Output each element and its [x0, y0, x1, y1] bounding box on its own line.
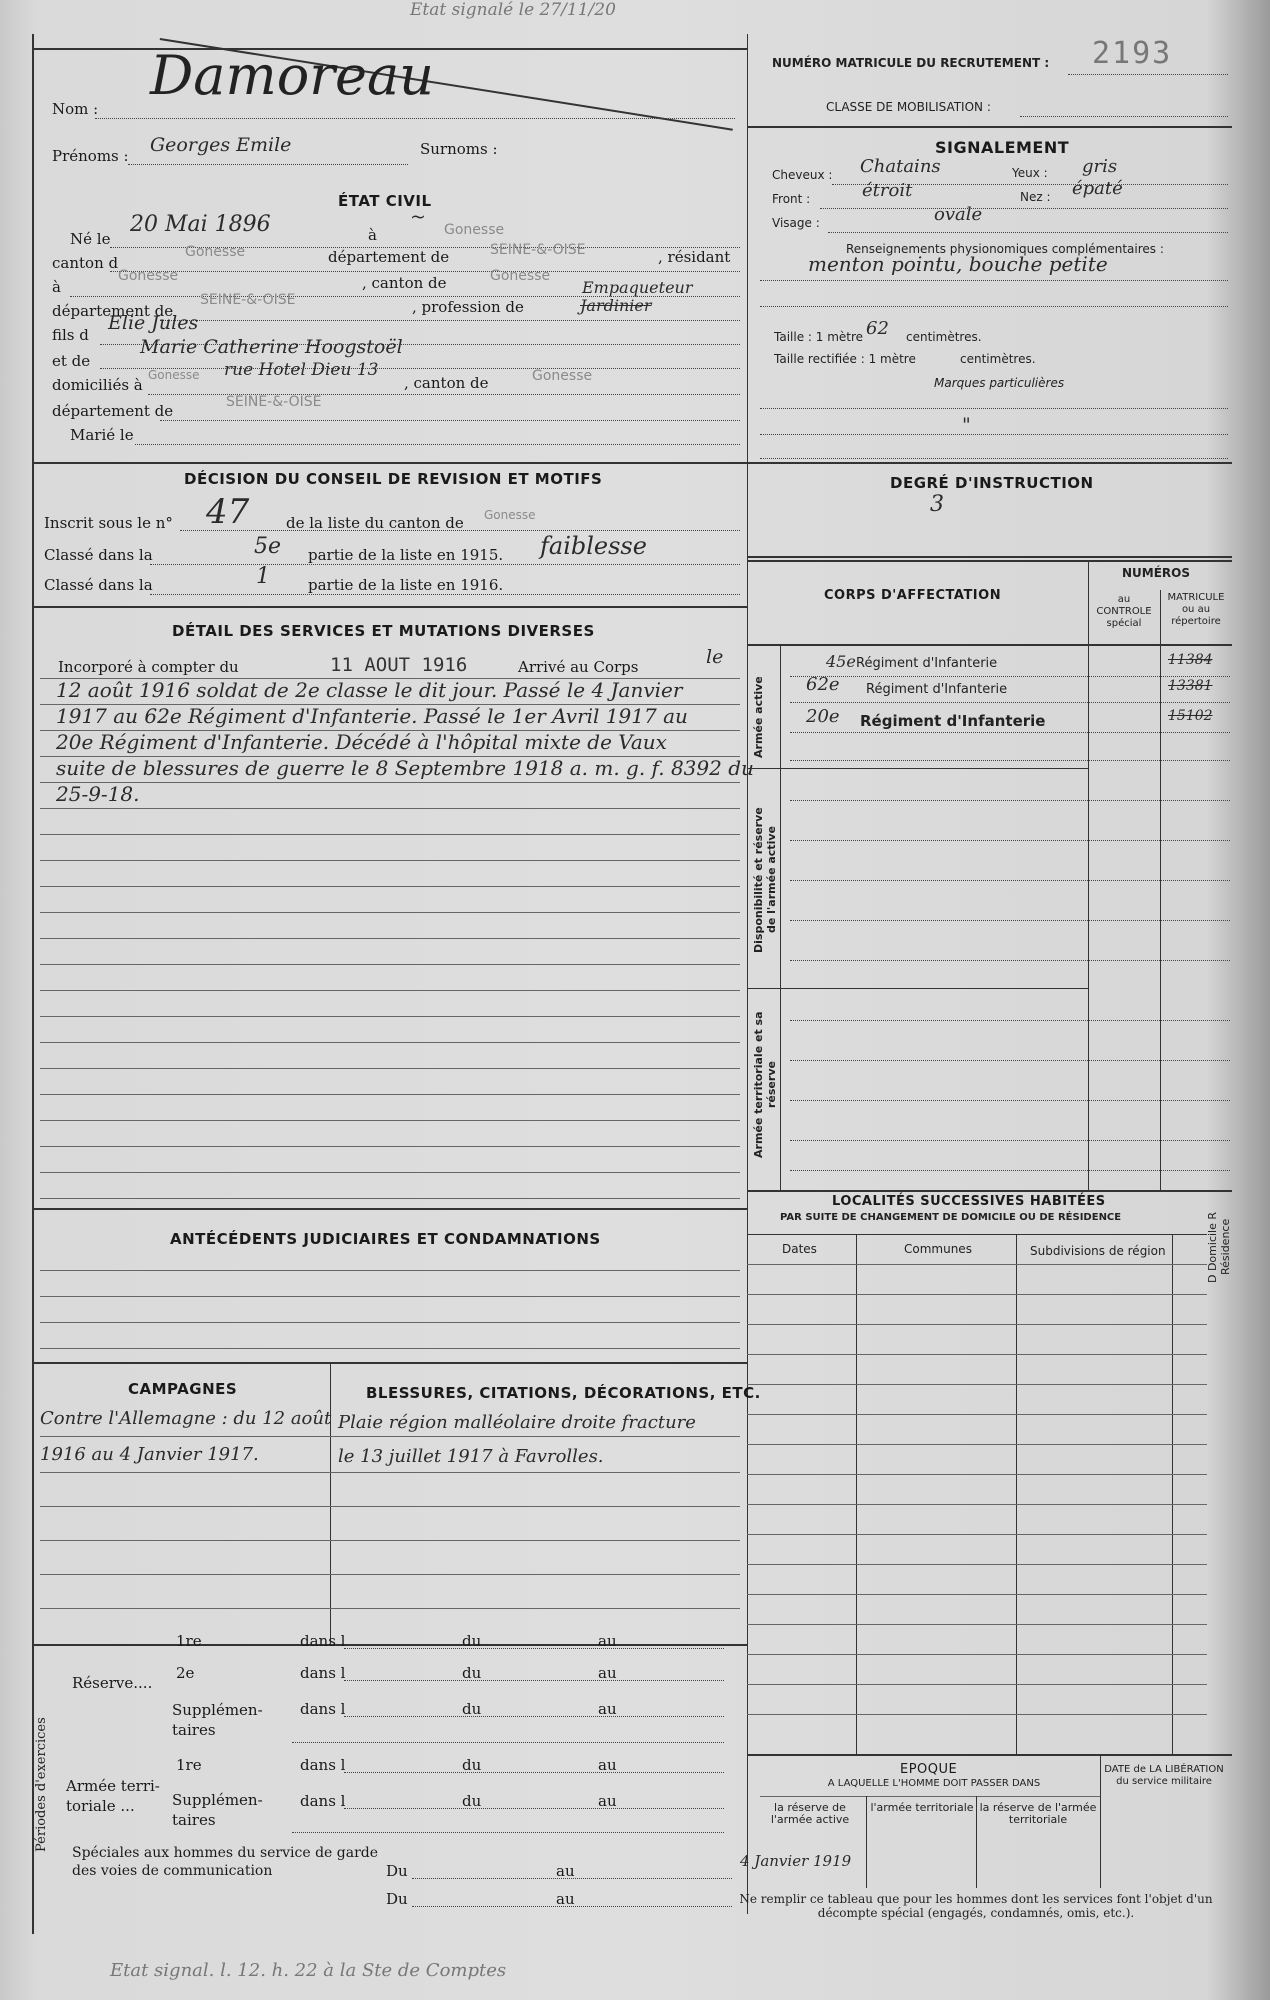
sp2-du: Du: [386, 1890, 408, 1908]
t1-au: au: [598, 1756, 617, 1774]
footnote: Ne remplir ce tableau que pour les hommes dont les services font l'objet d'un décompte spécial (engagés, condamnés, omis, etc.).: [739, 1892, 1213, 1920]
affect-row-2-matricule: 13381: [1168, 678, 1213, 694]
affect-line-2: [790, 702, 1230, 703]
services-rule-6: [40, 808, 740, 809]
localites-bottom: [747, 1754, 1232, 1756]
localites-div-2: [1016, 1234, 1017, 1754]
services-title: DÉTAIL DES SERVICES ET MUTATIONS DIVERSES: [172, 622, 595, 640]
profession-value: Empaqueteur: [582, 278, 693, 297]
localites-header-rule: [747, 1234, 1207, 1235]
services-rule-19: [40, 1146, 740, 1147]
affect-line-3: [790, 732, 1230, 733]
epoque-col2: l'armée territoriale: [870, 1801, 974, 1814]
loc-rule-2: [747, 1294, 1207, 1295]
jud-rule-3: [40, 1322, 740, 1323]
ne-le-label: Né le: [70, 230, 111, 248]
affect-line-13: [790, 1140, 1230, 1141]
fils-label: fils d: [52, 326, 89, 344]
resid-departement-stamp: SEINE-&-OISE: [200, 292, 296, 308]
a-label: à: [368, 226, 377, 244]
services-rule-12: [40, 964, 740, 965]
ts-line-2: [292, 1832, 724, 1833]
inscrit-line: [180, 530, 740, 531]
services-rule-16: [40, 1068, 740, 1069]
jud-rule-2: [40, 1296, 740, 1297]
sp1-line: [412, 1878, 732, 1879]
territoriale-t1: 1re: [176, 1756, 202, 1774]
prenoms-label: Prénoms :: [52, 147, 129, 165]
affect-row-3-print: Régiment d'Infanterie: [860, 712, 1046, 730]
affect-line-7: [790, 880, 1230, 881]
classe1-motif: faiblesse: [540, 532, 647, 560]
r2-dans: dans l: [300, 1664, 346, 1682]
affect-line-14: [790, 1170, 1230, 1171]
loc-rule-15: [747, 1684, 1207, 1685]
domicilies-label: domiciliés à: [52, 376, 143, 394]
canton-stamp: Gonesse: [185, 244, 246, 260]
localites-title: LOCALITÉS SUCCESSIVES HABITÉES: [832, 1194, 1106, 1209]
affect-line-9: [790, 960, 1230, 961]
blessures-title: BLESSURES, CITATIONS, DÉCORATIONS, ETC.: [366, 1384, 761, 1402]
loc-rule-3: [747, 1324, 1207, 1325]
ts-du: du: [462, 1792, 482, 1810]
taille-unit: centimètres.: [906, 330, 982, 344]
services-line6: 25-9-18.: [56, 782, 140, 806]
resid-a-stamp: Gonesse: [118, 268, 179, 284]
canton-label: canton d: [52, 254, 119, 272]
signalement-title: SIGNALEMENT: [935, 138, 1070, 157]
classe2-label: Classé dans la: [44, 576, 153, 594]
mere-value: Marie Catherine Hoogstoël: [140, 336, 403, 358]
localites-subtitle: PAR SUITE DE CHANGEMENT DE DOMICILE OU DE RÉSIDENCE: [780, 1212, 1122, 1223]
corps-header: CORPS D'AFFECTATION: [824, 588, 1002, 603]
classe2-value: 1: [256, 564, 270, 589]
instruction-value: 3: [930, 492, 944, 517]
services-rule-15: [40, 1042, 740, 1043]
marie-line: [135, 444, 740, 445]
campagnes-rule: [32, 1362, 747, 1364]
camp-rule-5: [40, 1574, 740, 1575]
services-line3: 1917 au 62e Régiment d'Infanterie. Passé le 1er Avril 1917 au: [56, 704, 688, 728]
services-line1-stamp: 11 AOUT 1916: [330, 654, 468, 676]
services-rule-17: [40, 1094, 740, 1095]
resid-canton-stamp: Gonesse: [490, 268, 551, 284]
classe1-label: Classé dans la: [44, 546, 153, 564]
t1-dans: dans l: [300, 1756, 346, 1774]
profession-label: , profession de: [412, 298, 524, 316]
cheveux-value: Chatains: [860, 156, 941, 177]
controle-header: au CONTROLE spécial: [1096, 594, 1152, 629]
rs-dans: dans l: [300, 1700, 346, 1718]
dispo-rule: [747, 988, 1088, 989]
judiciaires-rule: [32, 1208, 747, 1210]
departement-label: département de: [328, 248, 450, 266]
domicilies-value: rue Hotel Dieu 13: [224, 360, 379, 380]
resid-a-label: à: [52, 278, 61, 296]
classe1-suffix: partie de la liste en 1915.: [308, 546, 504, 564]
visage-label: Visage :: [772, 216, 820, 230]
decision-rule: [32, 462, 747, 464]
visage-line: [828, 232, 1228, 233]
loc-rule-7: [747, 1444, 1207, 1445]
renseignements-label: Renseignements physionomiques complémentaires :: [846, 242, 1164, 256]
loc-rule-13: [747, 1624, 1207, 1625]
r2-line: [344, 1680, 724, 1681]
departement-stamp: SEINE-&-OISE: [490, 242, 586, 258]
top-scrawl: Etat signalé le 27/11/20: [410, 0, 616, 20]
bottom-scrawl: Etat signal. l. 12. h. 22 à la Ste de Comptes: [110, 1960, 507, 1981]
taille-rect-unit: centimètres.: [960, 352, 1036, 366]
marques-line-1: [760, 408, 1228, 409]
reserve-supp: Supplémen-taires: [172, 1701, 263, 1739]
inscrit-value: 47: [206, 492, 250, 532]
ts-dans: dans l: [300, 1792, 346, 1810]
yeux-value: gris: [1082, 156, 1118, 177]
loc-rule-16: [747, 1714, 1207, 1715]
r1-du: du: [462, 1632, 482, 1650]
r2-du: du: [462, 1664, 482, 1682]
surnoms-label: Surnoms :: [420, 140, 498, 158]
services-rule-7: [40, 834, 740, 835]
services-line1-print: Incorporé à compter du: [58, 658, 239, 676]
dom-departement-label: département de: [52, 402, 174, 420]
epoque-title: EPOQUE: [900, 1762, 958, 1777]
matricule-line: [1068, 74, 1228, 75]
t1-line: [344, 1772, 724, 1773]
affect-row-2-print: Régiment d'Infanterie: [866, 682, 1008, 697]
visage-value: ovale: [934, 204, 983, 225]
classe1-line: [150, 564, 740, 565]
judiciaires-title: ANTÉCÉDENTS JUDICIAIRES ET CONDAMNATIONS: [170, 1230, 601, 1248]
jud-rule-4: [40, 1348, 740, 1349]
affect-line-6: [790, 840, 1230, 841]
affectation-side-div: [780, 644, 781, 1190]
affectation-bottom: [747, 1190, 1232, 1192]
resident-label: , résidant: [658, 248, 731, 266]
instruction-title: DEGRÉ D'INSTRUCTION: [890, 474, 1094, 492]
affect-row-1-print: Régiment d'Infanterie: [856, 656, 998, 671]
epoque-div-2: [976, 1796, 977, 1888]
services-line1-hand: le: [706, 646, 724, 668]
nez-value: épaté: [1072, 178, 1123, 199]
campagnes-div: [330, 1362, 331, 1644]
matricule-label: NUMÉRO MATRICULE DU RECRUTEMENT :: [772, 56, 1050, 70]
taille-value: 62: [866, 318, 889, 339]
classe-line: [1020, 116, 1228, 117]
rens-line-1: [760, 280, 1228, 281]
rens-line-2: [760, 306, 1228, 307]
campagnes-title: CAMPAGNES: [128, 1380, 238, 1398]
periodes-rule: [32, 1644, 747, 1646]
nez-label: Nez :: [1020, 190, 1051, 204]
epoque-date-div: [1100, 1754, 1101, 1888]
loc-rule-12: [747, 1594, 1207, 1595]
classe2-line: [150, 594, 740, 595]
ts-line-1: [344, 1808, 724, 1809]
r2-au: au: [598, 1664, 617, 1682]
nom-label: Nom :: [52, 100, 99, 118]
affect-row-1-matricule: 11384: [1168, 652, 1213, 668]
loc-rule-1: [747, 1264, 1207, 1265]
a-stamp: Gonesse: [444, 222, 505, 238]
affectation-div-1: [1088, 560, 1089, 1190]
services-rule: [32, 606, 747, 608]
campagnes-line2: 1916 au 4 Janvier 1917.: [40, 1444, 259, 1465]
form-frame: [32, 34, 1234, 1934]
rs-au: au: [598, 1700, 617, 1718]
localites-side: D Domicile R Résidence: [1206, 1211, 1232, 1283]
classe1-value: 5e: [254, 534, 282, 559]
fils-value: Elie Jules: [108, 312, 199, 334]
affect-line-4: [790, 760, 1230, 761]
loc-rule-8: [747, 1474, 1207, 1475]
sp2-au: au: [556, 1890, 575, 1908]
camp-rule-4: [40, 1540, 740, 1541]
resid-departement-label: département de: [52, 302, 174, 320]
loc-rule-11: [747, 1564, 1207, 1565]
services-rule-20: [40, 1172, 740, 1173]
profession-struck: Jardinier: [580, 296, 652, 315]
camp-rule-6: [40, 1608, 740, 1609]
col-dates: Dates: [782, 1242, 817, 1256]
periodes-side: Périodes d'exercices: [34, 1717, 49, 1853]
sp1-au: au: [556, 1862, 575, 1880]
t1-du: du: [462, 1756, 482, 1774]
services-rule-8: [40, 860, 740, 861]
inscrit-stamp: Gonesse: [484, 508, 536, 522]
services-line4: 20e Régiment d'Infanterie. Décédé à l'hôpital mixte de Vaux: [56, 730, 667, 754]
services-rule-21: [40, 1198, 740, 1199]
affect-line-8: [790, 920, 1230, 921]
cheveux-label: Cheveux :: [772, 168, 833, 182]
rs-du: du: [462, 1700, 482, 1718]
services-line2: 12 août 1916 soldat de 2e classe le dit jour. Passé le 4 Janvier: [56, 678, 683, 702]
side-territoriale: Armée territoriale et sa réserve: [752, 1011, 778, 1159]
r1-line: [344, 1648, 724, 1649]
col-communes: Communes: [904, 1242, 972, 1256]
mere-label: et de: [52, 352, 91, 370]
affect-line-11: [790, 1060, 1230, 1061]
prenoms-line: [128, 164, 408, 165]
renseignements-value: menton pointu, bouche petite: [808, 252, 1108, 276]
epoque-col3: la réserve de l'armée territoriale: [979, 1801, 1097, 1826]
affect-line-12: [790, 1100, 1230, 1101]
affect-line-1: [790, 676, 1230, 677]
affect-row-1-hand: 45e: [826, 652, 856, 671]
nom-line: [95, 118, 735, 119]
classe-label: CLASSE DE MOBILISATION :: [826, 100, 991, 114]
instruction-rule: [747, 556, 1232, 558]
domicilies-stamp: Gonesse: [148, 368, 200, 382]
rs-line-1: [344, 1716, 724, 1717]
matricule-value: 2193: [1092, 36, 1173, 71]
marques-line-3: [760, 458, 1228, 459]
canton-line: [110, 271, 740, 272]
sp2-line: [412, 1906, 732, 1907]
dom-dep-line: [160, 420, 740, 421]
territoriale-label: Armée terri-toriale ...: [66, 1777, 160, 1815]
affect-row-3-hand: 20e: [806, 706, 840, 727]
marques-line-2: [760, 434, 1228, 435]
etat-civil-title: ÉTAT CIVIL: [338, 192, 432, 210]
rs-line-2: [292, 1742, 724, 1743]
inscrit-suffix: de la liste du canton de: [286, 514, 464, 532]
reserve-label: Réserve....: [72, 1674, 153, 1692]
epoque-subtitle: A LAQUELLE L'HOMME DOIT PASSER DANS: [827, 1778, 1041, 1789]
loc-rule-14: [747, 1654, 1207, 1655]
front-value: étroit: [862, 180, 913, 201]
marques-value: ": [962, 414, 971, 436]
numeros-header: NUMÉROS: [1122, 566, 1191, 580]
localites-div-3: [1172, 1234, 1173, 1754]
camp-rule-2: [40, 1472, 740, 1473]
affect-line-5: [790, 800, 1230, 801]
dom-departement-stamp: SEINE-&-OISE: [226, 394, 322, 410]
camp-rule-1: [40, 1436, 740, 1437]
affectation-top: [747, 560, 1232, 562]
signalement-rule: [747, 462, 1232, 464]
jud-rule-1: [40, 1270, 740, 1271]
epoque-col1: la réserve de l'armée active: [770, 1801, 850, 1826]
yeux-label: Yeux :: [1012, 166, 1048, 180]
services-line5: suite de blessures de guerre le 8 Septembre 1918 a. m. g. f. 8392 du: [56, 756, 754, 780]
blessures-line1: Plaie région malléolaire droite fracture: [338, 1412, 696, 1433]
marie-label: Marié le: [70, 426, 134, 444]
classe2-suffix: partie de la liste en 1916.: [308, 576, 504, 594]
resid-canton-label: , canton de: [362, 274, 447, 292]
inscrit-label: Inscrit sous le n°: [44, 514, 173, 532]
a-value: ~: [410, 206, 426, 228]
taille-rect-label: Taille rectifiée : 1 mètre: [774, 352, 916, 366]
recrutement-rule: [747, 126, 1232, 128]
active-rule: [747, 768, 1088, 769]
r1-dans: dans l: [300, 1632, 346, 1650]
epoque-col1-value: 4 Janvier 1919: [740, 1852, 852, 1870]
col-subdivisions: Subdivisions de région: [1030, 1244, 1166, 1258]
ts-au: au: [598, 1792, 617, 1810]
territoriale-supp: Supplémen-taires: [172, 1791, 263, 1829]
dom-canton-stamp: Gonesse: [532, 368, 593, 384]
campagnes-line1: Contre l'Allemagne : du 12 août: [40, 1408, 332, 1429]
reserve-r1: 1re: [176, 1632, 202, 1650]
epoque-div-1: [866, 1796, 867, 1888]
prenoms-value: Georges Emile: [150, 134, 292, 156]
r1-au: au: [598, 1632, 617, 1650]
services-line1-print2: Arrivé au Corps: [518, 658, 639, 676]
center-divider: [747, 34, 748, 1914]
epoque-rule: [760, 1796, 1100, 1797]
services-rule-13: [40, 990, 740, 991]
sp1-du: Du: [386, 1862, 408, 1880]
affectation-header-rule: [747, 644, 1232, 646]
dom-canton-label: , canton de: [404, 374, 489, 392]
marques-label: Marques particulières: [934, 376, 1065, 390]
camp-rule-3: [40, 1506, 740, 1507]
side-active: Armée active: [752, 676, 765, 758]
front-label: Front :: [772, 192, 811, 206]
front-line: [820, 208, 1228, 209]
loc-rule-5: [747, 1384, 1207, 1385]
blessures-line2: le 13 juillet 1917 à Favrolles.: [338, 1446, 604, 1467]
loc-rule-10: [747, 1534, 1207, 1535]
services-rule-18: [40, 1120, 740, 1121]
services-rule-9: [40, 886, 740, 887]
affect-row-3-matricule: 15102: [1168, 708, 1213, 724]
date-liberation: DATE de LA LIBÉRATION du service militaire: [1104, 1764, 1224, 1787]
matricule-header: MATRICULE ou au répertoire: [1167, 592, 1225, 627]
profession-line: [160, 320, 740, 321]
affect-line-10: [790, 1020, 1230, 1021]
loc-rule-4: [747, 1354, 1207, 1355]
loc-rule-9: [747, 1504, 1207, 1505]
ne-le-value: 20 Mai 1896: [130, 212, 271, 237]
services-rule-10: [40, 912, 740, 913]
decision-title: DÉCISION DU CONSEIL DE REVISION ET MOTIFS: [184, 470, 603, 488]
loc-rule-6: [747, 1414, 1207, 1415]
localites-div-1: [856, 1234, 857, 1754]
taille-label: Taille : 1 mètre: [774, 330, 864, 344]
services-rule-14: [40, 1016, 740, 1017]
affect-row-2-hand: 62e: [806, 674, 840, 695]
services-rule-11: [40, 938, 740, 939]
nom-value: Damoreau: [150, 44, 434, 107]
speciales-label: Spéciales aux hommes du service de garde des voies de communication: [72, 1845, 379, 1879]
reserve-r2: 2e: [176, 1664, 195, 1682]
side-dispo: Disponibilité et réserve de l'armée active: [752, 807, 778, 953]
services-rule-5: [40, 782, 740, 783]
